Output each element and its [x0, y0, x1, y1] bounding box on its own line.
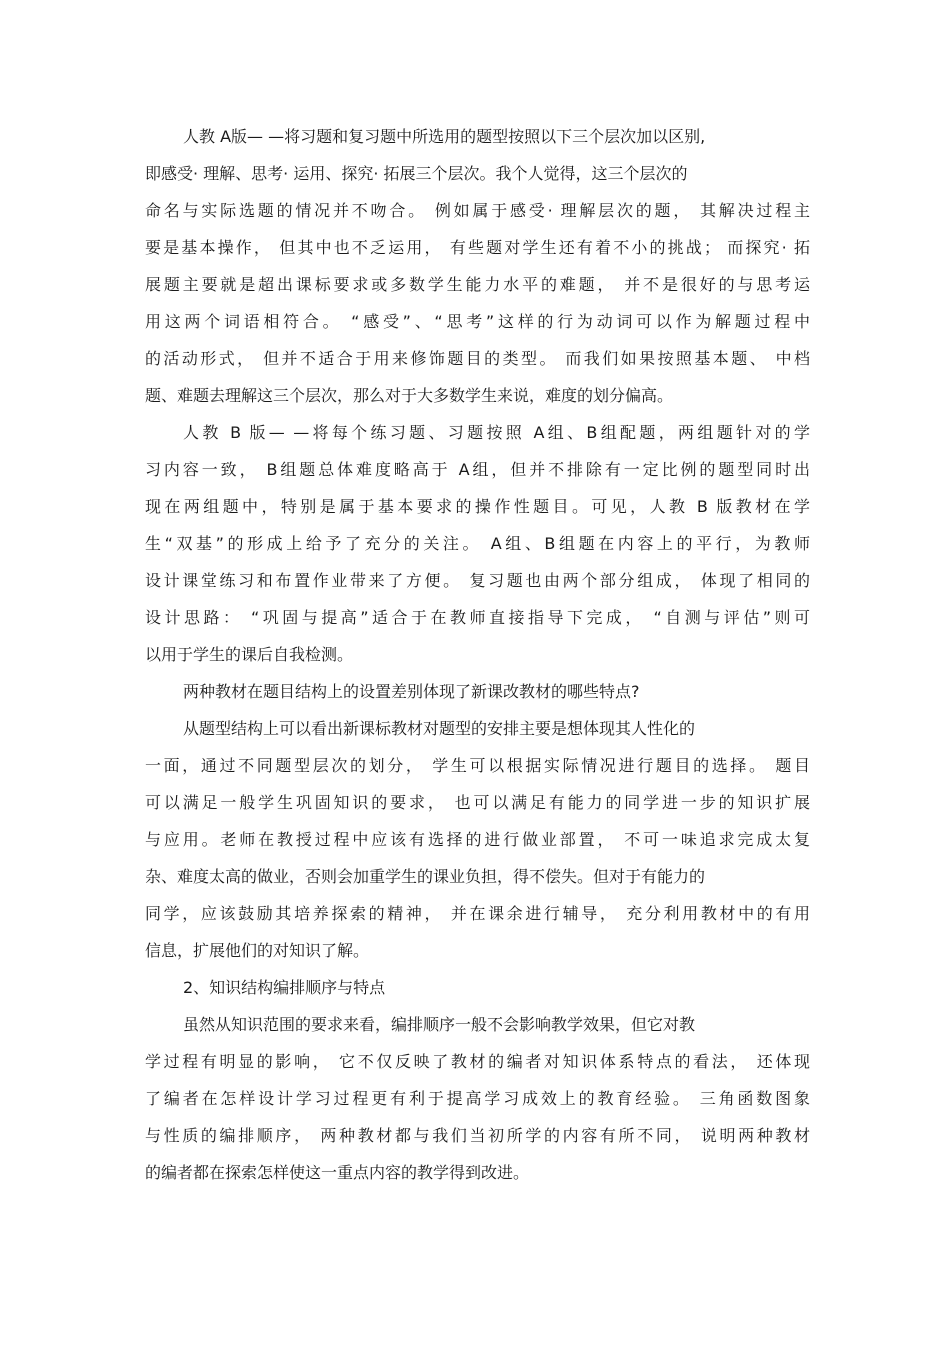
text-line: 与性质的编排顺序， 两种教材都与我们当初所学的内容有所不同， 说明两种教材 [145, 1126, 810, 1145]
text-line: 可以满足一般学生巩固知识的要求， 也可以满足有能力的同学进一步的知识扩展 [145, 793, 810, 812]
text-line: 的活动形式， 但并不适合于用来修饰题目的类型。 而我们如果按照基本题、 中档 [145, 349, 810, 368]
text-line: 要是基本操作， 但其中也不乏运用， 有些题对学生还有着不小的挑战； 而探究· 拓 [145, 238, 810, 257]
text-line: 习内容一致， B组题总体难度略高于 A组，但并不排除有一定比例的题型同时出 [145, 460, 810, 479]
text-line: 题、难题去理解这三个层次，那么对于大多数学生来说，难度的划分偏高。 [145, 386, 674, 405]
text-line: 同学，应该鼓励其培养探索的精神， 并在课余进行辅导， 充分利用教材中的有用 [145, 904, 810, 923]
text-line: 用这两个词语相符合。 “感受”、“思考”这样的行为动词可以作为解题过程中 [145, 312, 810, 331]
text-line: 虽然从知识范围的要求来看，编排顺序一般不会影响教学效果，但它对教 [183, 1015, 696, 1034]
text-line: 从题型结构上可以看出新课标教材对题型的安排主要是想体现其人性化的 [183, 719, 696, 738]
text-line: 设计课堂练习和布置作业带来了方便。 复习题也由两个部分组成， 体现了相同的 [145, 571, 810, 590]
text-line: 学过程有明显的影响， 它不仅反映了教材的编者对知识体系特点的看法， 还体现 [145, 1052, 810, 1071]
text-line: 一面，通过不同题型层次的划分， 学生可以根据实际情况进行题目的选择。 题目 [145, 756, 810, 775]
text-line: 设计思路： “巩固与提高”适合于在教师直接指导下完成， “自测与评估”则可 [145, 608, 810, 627]
text-line: 人教 A版— —将习题和复习题中所选用的题型按照以下三个层次加以区别, [183, 127, 706, 146]
document-body [145, 118, 810, 1191]
text-line: 杂、难度太高的做业，否则会加重学生的课业负担，得不偿失。但对于有能力的 [145, 867, 706, 886]
text-line: 人教 B 版— —将每个练习题、习题按照 A组、B组配题，两组题针对的学 [183, 423, 810, 442]
text-line: 信息，扩展他们的对知识了解。 [145, 941, 370, 960]
section-heading: 2、知识结构编排顺序与特点 [183, 978, 386, 997]
text-line: 以用于学生的课后自我检测。 [145, 645, 354, 664]
text-line: 与应用。老师在教授过程中应该有选择的进行做业部置， 不可一味追求完成太复 [145, 830, 810, 849]
text-line: 命名与实际选题的情况并不吻合。 例如属于感受· 理解层次的题， 其解决过程主 [145, 201, 810, 220]
text-line: 两种教材在题目结构上的设置差别体现了新课改教材的哪些特点? [183, 682, 640, 701]
text-line: 生“双基”的形成上给予了充分的关注。 A组、B组题在内容上的平行，为教师 [145, 534, 810, 553]
text-line: 的编者都在探索怎样使这一重点内容的教学得到改进。 [145, 1163, 530, 1182]
text-line: 了编者在怎样设计学习过程更有利于提高学习成效上的教育经验。 三角函数图象 [145, 1089, 810, 1108]
text-line: 即感受· 理解、思考· 运用、探究· 拓展三个层次。我个人觉得，这三个层次的 [145, 164, 688, 183]
text-line: 现在两组题中，特别是属于基本要求的操作性题目。可见，人教 B 版教材在学 [145, 497, 810, 516]
text-line: 展题主要就是超出课标要求或多数学生能力水平的难题， 并不是很好的与思考运 [145, 275, 810, 294]
